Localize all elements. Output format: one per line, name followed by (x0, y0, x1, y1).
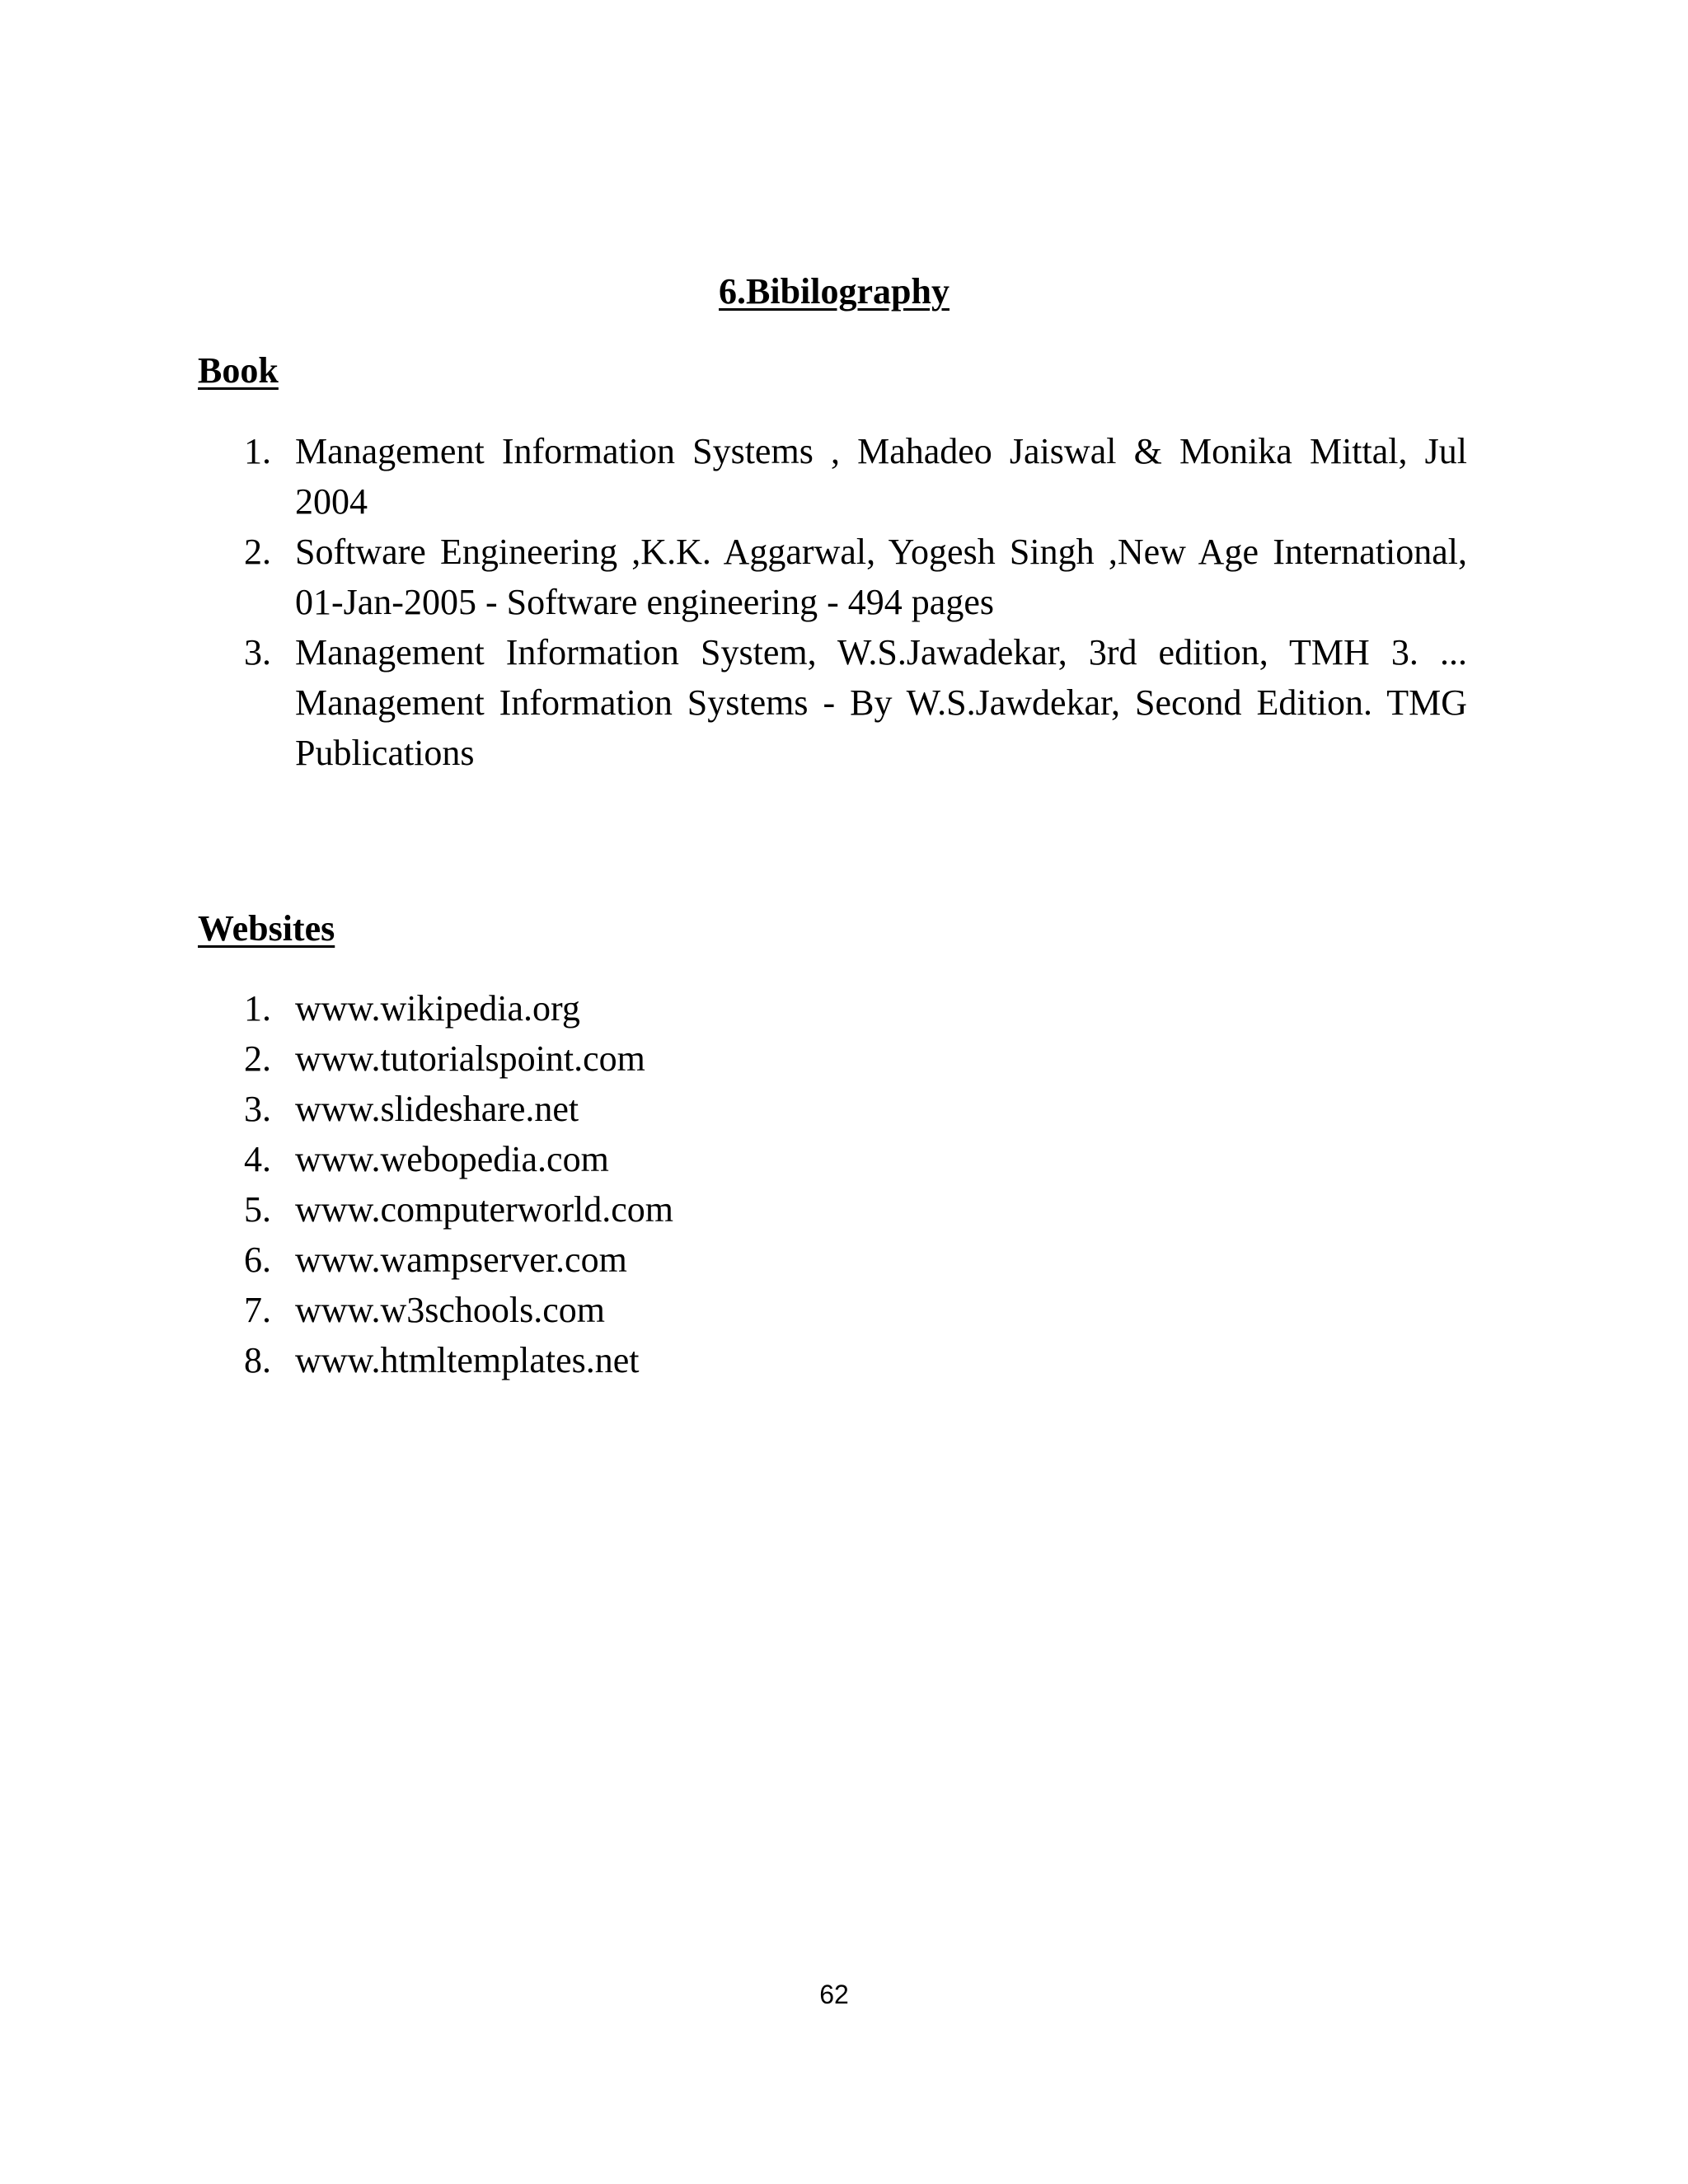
list-item-number: 6. (244, 1240, 271, 1280)
list-item-text: Management Information Systems , Mahadeo Jaiswal & Monika Mittal, Jul 2004 (295, 431, 1467, 522)
website-link: www.webopedia.com (295, 1139, 609, 1179)
page-number: 62 (819, 1980, 849, 2009)
website-link: www.wikipedia.org (295, 988, 580, 1029)
list-item (198, 426, 1467, 527)
book-section-heading: Book (198, 350, 279, 391)
list-item-number: 1. (244, 988, 271, 1029)
list-item (198, 1033, 1467, 1084)
list-item (198, 1134, 1467, 1184)
list-item-text: Software Engineering ,K.K. Aggarwal, Yogesh Singh ,New Age International, 01-Jan-2005 - Software engineering - 494 pages (295, 532, 1467, 622)
list-item (198, 527, 1467, 627)
websites-list (198, 983, 1467, 1385)
list-item-number: 7. (244, 1290, 271, 1330)
list-item (198, 1335, 1467, 1385)
list-item-number: 4. (244, 1139, 271, 1179)
list-item (198, 1184, 1467, 1235)
list-item-number: 5. (244, 1189, 271, 1230)
website-link: www.w3schools.com (295, 1290, 605, 1330)
list-item-number: 2. (244, 532, 271, 572)
page-title: 6.Bibilography (719, 271, 950, 312)
list-item-text: Management Information System, W.S.Jawadekar, 3rd edition, TMH 3. ... Management Information Systems - By W.S.Jawdekar, Second Edition. TMG Publications (295, 632, 1467, 773)
list-item (198, 983, 1467, 1033)
website-link: www.htmltemplates.net (295, 1340, 640, 1380)
list-item (198, 1084, 1467, 1134)
website-link: www.wampserver.com (295, 1240, 627, 1280)
website-link: www.tutorialspoint.com (295, 1038, 645, 1079)
list-item-number: 3. (244, 1089, 271, 1129)
list-item-number: 8. (244, 1340, 271, 1380)
book-list (198, 426, 1467, 778)
list-item-number: 3. (244, 632, 271, 673)
list-item (198, 1235, 1467, 1285)
website-link: www.slideshare.net (295, 1089, 579, 1129)
list-item (198, 627, 1467, 778)
list-item-number: 2. (244, 1038, 271, 1079)
list-item-number: 1. (244, 431, 271, 471)
website-link: www.computerworld.com (295, 1189, 674, 1230)
websites-section-heading: Websites (198, 908, 335, 949)
list-item (198, 1285, 1467, 1335)
